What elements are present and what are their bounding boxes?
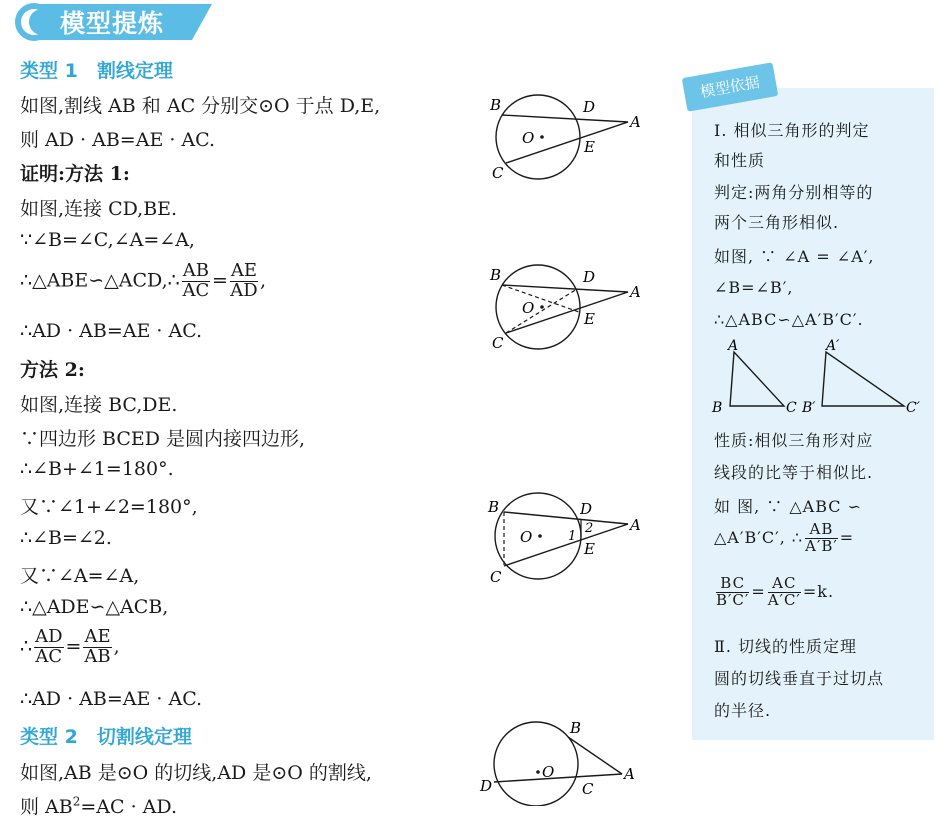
- svg-text:C: C: [786, 400, 797, 416]
- svg-text:A: A: [728, 338, 739, 354]
- svg-text:C′: C′: [906, 400, 920, 416]
- svg-text:E: E: [584, 540, 595, 558]
- method2-line2: ∵四边形 BCED 是圆内接四边形,: [20, 428, 306, 450]
- svg-text:B: B: [490, 266, 502, 284]
- method2-line4: 又∵∠1+∠2=180°,: [20, 496, 198, 518]
- svg-text:D: D: [580, 500, 593, 518]
- svg-text:O: O: [520, 528, 533, 546]
- proof-label: 证明:方法 1:: [20, 163, 130, 185]
- svg-text:B′: B′: [802, 400, 816, 416]
- sidebar-line13: Ⅱ. 切线的性质定理: [714, 637, 858, 656]
- type1-heading: 类型 1 割线定理: [20, 60, 173, 82]
- svg-text:C: C: [582, 780, 594, 798]
- method1-conclusion: ∴AD · AB=AE · AC.: [20, 320, 203, 342]
- method2-label: 方法 2:: [20, 359, 85, 381]
- sidebar-line2: 和性质: [714, 151, 766, 170]
- sidebar-line15: 的半径.: [714, 701, 772, 720]
- method2-line8: ∴ $\frac{AD}{AC}$ = $\frac{AE}{AB}$ ,: [20, 626, 120, 667]
- type1-statement-line1: 如图,割线 AB 和 AC 分别交⊙O 于点 D,E,: [20, 95, 381, 117]
- svg-text:A: A: [630, 516, 641, 534]
- svg-text:D: D: [583, 98, 596, 116]
- fraction-ab-a2b2: $\frac{AB}{A'B'}$: [805, 520, 838, 555]
- header-title: 模型提炼: [60, 9, 165, 38]
- sidebar-tag: 模型依据: [682, 62, 779, 111]
- svg-text:C: C: [492, 164, 504, 182]
- svg-text:C: C: [492, 334, 504, 352]
- method2-line6: 又∵∠A=∠A,: [20, 565, 140, 587]
- figure-secant-theorem: [480, 92, 650, 184]
- svg-text:O: O: [522, 299, 535, 317]
- similar-triangles-figure: [708, 338, 928, 418]
- fraction-ae-ad: $\frac{AE}{AD}$: [230, 260, 258, 301]
- sidebar-line9: 线段的比等于相似比.: [714, 463, 874, 482]
- svg-text:B: B: [570, 719, 582, 737]
- sidebar-line8: 性质:相似三角形对应: [714, 431, 874, 450]
- sidebar-line4: 两个三角形相似.: [714, 213, 840, 232]
- fraction-ad-ac: $\frac{AD}{AC}$: [35, 626, 63, 667]
- method1-line1: 如图,连接 CD,BE.: [20, 198, 178, 220]
- svg-text:A: A: [630, 283, 641, 301]
- svg-text:1: 1: [568, 529, 577, 544]
- figure-tangent-secant: [474, 716, 649, 806]
- svg-text:B: B: [488, 498, 500, 516]
- sidebar-line14: 圆的切线垂直于过切点: [714, 669, 885, 688]
- svg-text:E: E: [584, 310, 595, 328]
- sidebar-line6: ∠B=∠B′,: [714, 278, 794, 297]
- svg-text:A: A: [630, 113, 641, 131]
- method2-line3: ∴∠B+∠1=180°.: [20, 458, 174, 480]
- svg-text:C: C: [490, 568, 502, 586]
- sidebar-line1: Ⅰ. 相似三角形的判定: [714, 121, 870, 140]
- svg-text:A′: A′: [826, 338, 840, 354]
- method1-line2: ∵∠B=∠C,∠A=∠A,: [20, 229, 195, 251]
- type1-statement-line2: 则 AD · AB=AE · AC.: [20, 129, 216, 151]
- method1-line3-text: ∴△ABE∽△ACD,∴: [20, 269, 180, 292]
- svg-text:E: E: [584, 138, 595, 156]
- method2-conclusion: ∴AD · AB=AE · AC.: [20, 688, 203, 710]
- section-header: [0, 0, 220, 44]
- svg-text:2: 2: [585, 521, 594, 536]
- method2-line7: ∴△ADE∽△ACB,: [20, 596, 169, 618]
- fraction-ab-ac: $\frac{AB}{AC}$: [182, 260, 210, 301]
- sidebar-line11: △A′B′C′, ∴ $\frac{AB}{A'B'}$ =: [714, 520, 855, 555]
- svg-text:B: B: [712, 400, 723, 416]
- method2-line5: ∴∠B=∠2.: [20, 527, 112, 549]
- figure-method1: [480, 262, 650, 354]
- sidebar-line12: $\frac{BC}{B'C'}$ = $\frac{AC}{A'C'}$ =k.: [716, 574, 835, 609]
- sidebar-line5: 如图, ∵ ∠A = ∠A′,: [714, 247, 875, 266]
- type2-heading: 类型 2 切割线定理: [20, 726, 192, 748]
- fraction-ac-a2c2: $\frac{AC}{A'C'}$: [767, 574, 801, 609]
- method2-line1: 如图,连接 BC,DE.: [20, 394, 178, 416]
- figure-method2: [480, 488, 650, 588]
- svg-text:O: O: [522, 129, 535, 147]
- svg-text:A: A: [624, 765, 635, 783]
- type2-statement-line1: 如图,AB 是⊙O 的切线,AD 是⊙O 的割线,: [20, 762, 372, 784]
- sidebar-line7: ∴△ABC∽△A′B′C′.: [714, 310, 864, 329]
- svg-text:D: D: [583, 268, 596, 286]
- sidebar-line10: 如 图, ∵ △ABC ∽: [714, 497, 862, 516]
- method1-line3: ∴△ABE∽△ACD,∴ $\frac{AB}{AC}$ = $\frac{AE}{AD}$ ,: [20, 260, 267, 301]
- fraction-ae-ab: $\frac{AE}{AB}$: [84, 626, 111, 667]
- svg-text:B: B: [490, 96, 502, 114]
- sidebar-line3: 判定:两角分别相等的: [714, 183, 874, 202]
- type2-statement-line2: 则 $AB^2=AC$ · AD.: [20, 794, 177, 818]
- svg-text:D: D: [480, 777, 493, 795]
- svg-text:O: O: [542, 763, 555, 781]
- fraction-bc-b2c2: $\frac{BC}{B'C'}$: [716, 574, 750, 609]
